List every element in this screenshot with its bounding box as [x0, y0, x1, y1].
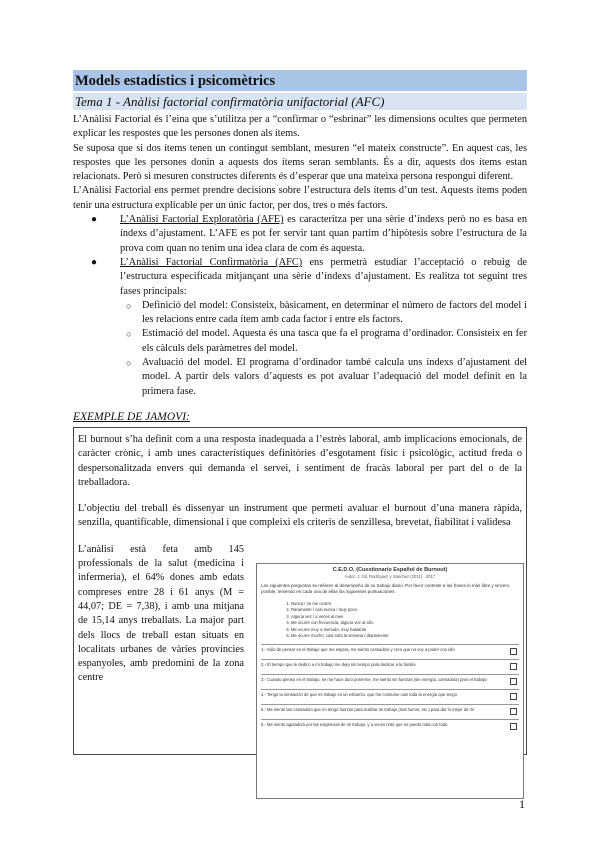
example-columns: [78, 543, 522, 727]
afe-text: es caracteritza per una sèrie d’índexs però no es basa en índexs d’ajustament. L’AFE es pot fer servir tant quan partim d’hipòtesis sobre l’estructura de la prova com quan no tenim una idea clara de com és aquesta.: [120, 214, 527, 254]
questionnaire-item: 3.- Cuando pienso en el trabajo, se me hace duro ponerme, me siento sin fuerzas (sin energía, cansado/a) para el trabajo: [261, 674, 519, 689]
questionnaire-item: 4.- Tengo la sensación de que mi trabajo es un esfuerzo, que me consume casi toda la energía que tengo: [261, 689, 519, 704]
topic-subheading: Tema 1 - Anàlisi factorial confirmatòria unifactorial (AFC): [73, 93, 527, 110]
questionnaire-item: 2.- El tiempo que le dedico a mi trabajo me deja sin tiempo para dedicar a la familia: [261, 659, 519, 674]
list-item: ○ Avaluació del model. El programa d’ordinador també calcula uns índexs d’ajustament del model. A partir dels valors d’aquests es pot avaluar l’adequació del model definit en la primera fase.: [126, 357, 527, 397]
questionnaire-subtitle: Autor: J. Gil, Rodríguez y Sánchez (2011) · 2017: [344, 573, 436, 579]
section-heading: Models estadístics i psicomètrics: [73, 70, 527, 91]
bullet-icon: ●: [91, 256, 98, 268]
example-title: EXEMPLE DE JAMOVI:: [73, 410, 190, 423]
intro-paragraph: L’Anàlisi Factorial és l’eina que s’utilitza per a “confirmar o “esbrinar” les dimensions ocultes que permeten explicar les respostes que les persones donen als ítems.: [73, 114, 527, 140]
afe-term: L’Anàlisi Factorial Exploratòria (AFE): [120, 214, 284, 226]
list-item: [73, 213, 527, 256]
checkbox-icon: [510, 723, 517, 730]
afc-text: ens permetrà estudiar l’acceptació o rebuig de l’estructura especificada mitjançant una sèrie d’índexs d’ajustament. Es realitza tot seguint tres fases principals:: [120, 256, 527, 297]
example-paragraph: El burnout s’ha definit com a una resposta inadequada a l’estrès laboral, amb implicacions emocionals, de caràcter crònic, i amb unes característiques definitòries d’esgotament físic i psicològic, actitud freda o despersonalitzada envers qui demanda el servei, i sentiment de fracàs laboral per part del o de la treballadora.: [78, 433, 522, 488]
circle-bullet-icon: ○: [126, 358, 132, 369]
circle-bullet-icon: ○: [126, 329, 132, 340]
list-item: ○ Estimació del model. Aquesta és una tasca que fa el programa d’ordinador. Consisteix en fer els càlculs dels paràmetres del model.: [126, 328, 527, 354]
questionnaire-item: 5.- Me siento tan cansado/a que no tengo fuerzas para realizar mi trabajo (mal humor, etc.) para dar lo mejor de mí: [261, 704, 519, 719]
questionnaire-item: 6.- Me siento agotado/a por las exigencias de mi trabajo, y a veces noto que no puedo más con todo: [261, 719, 519, 734]
example-box: [73, 427, 527, 755]
sample-description: L’anàlisi està feta amb 145 professionals de la salut (medicina i infermeria), el 64% dones amb edats compreses entre 28 i 61 anys (M = 44,07; DE = 7,38), i amb una mitjana de 15,14 anys treballats. La major part dels llocs de treball estan situats en localitats urbanes de vàries provincies espanyoles, amb predomini de la zona centre: [78, 543, 244, 684]
document-page: [73, 70, 527, 755]
questionnaire-item: 1.- Sólo de pensar en el trabajo que me espera, me siento cansado/a y creo que no voy a poder con ello: [261, 644, 519, 659]
questionnaire-title: C.E.D.O. (Cuestionario Español de Burnout): [332, 566, 448, 573]
checkbox-icon: [510, 648, 517, 655]
response-scale: 1. Nunca / no me ocurre 2. Raramente / casi nunca / muy poco 3. Alguna vez / a veces al mes 4. Me ocurre con frecuencia, alguna vez al año 5. Me ocurre muy a menudo, muy bastante 6. Me ocurre mucho, casi toda la semana / diariamente: [291, 601, 519, 640]
list-item: ○ Definició del model: Consisteix, bàsicament, en determinar el número de factors del model i les relacions entre cada ítem amb cada factor i entre els factors.: [126, 299, 527, 326]
afc-term: L’Anàlisi Factorial Confirmatòria (AFC): [120, 256, 303, 268]
questionnaire-instructions: Las siguientes preguntas se refieren al desempeño de su trabajo diario. Por favor conteste a las frases lo más libre y sincero posible, teniendo en cada una de ellas las siguientes puntuaciones:: [261, 582, 510, 594]
bullet-icon: ●: [91, 214, 98, 226]
checkbox-icon: [510, 663, 517, 670]
checkbox-icon: [510, 678, 517, 685]
intro-paragraph: L’Anàlisi Factorial ens permet prendre decisions sobre l’estructura dels ítems d’un test. Aquests ítems poden tenir una estructura explicable per un únic factor, per dos, tres o més factors.: [73, 185, 527, 211]
example-paragraph: L’objectiu del treball és dissenyar un instrument que permeti avaluar el burnout d’una manera ràpida, senzilla, quantificable, dimensional i que compleixi els criteris de senzillesa, brevetat, fiabilitat i validesa: [78, 503, 522, 529]
checkbox-icon: [510, 693, 517, 700]
page-number: 1: [519, 797, 525, 811]
list-item: [73, 256, 527, 399]
circle-bullet-icon: ○: [126, 300, 132, 311]
bullet-list: [73, 213, 527, 399]
intro-paragraph: Se suposa que si dos ítems tenen un contingut semblant, mesuren “el mateix constructe”. En aquest cas, les respostes que les persones donin a aquests dos ítems seran semblants. És a dir, aquests dos ítems estan relacionats. Però si mesuren constructes diferents és d’esperar que una mateixa persona respongui diferent.: [73, 142, 527, 183]
checkbox-icon: [510, 708, 517, 715]
phase-list: [120, 299, 527, 399]
questionnaire-image: [256, 563, 524, 799]
